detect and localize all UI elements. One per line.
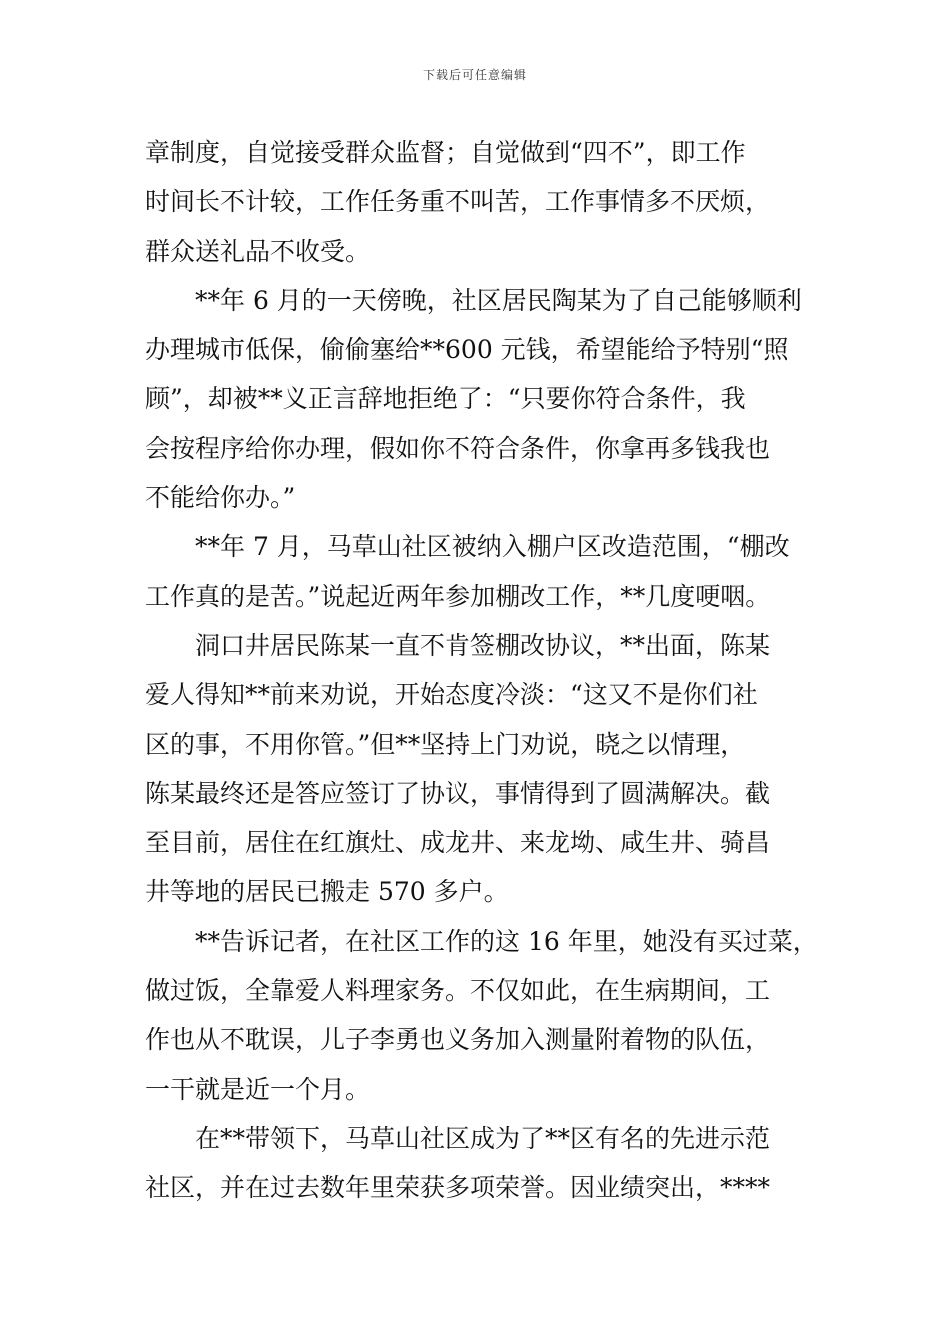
text-line: 至目前，居住在红旗灶、成龙井、来龙坳、咸生井、骑昌	[145, 828, 771, 858]
text-line: 爱人得知**前来劝说，开始态度冷淡：“这又不是你们社	[145, 680, 758, 710]
text-line: **年 7 月，马草山社区被纳入棚户区改造范围，“棚改	[195, 532, 790, 562]
text-line: 社区，并在过去数年里荣获多项荣誉。因业绩突出，****	[145, 1173, 771, 1203]
text-line: **告诉记者，在社区工作的这 16 年里，她没有买过菜，	[195, 926, 818, 956]
text-line: 做过饭，全靠爱人料理家务。不仅如此，在生病期间，工	[145, 976, 771, 1006]
text-line: 在**带领下，马草山社区成为了**区有名的先进示范	[195, 1123, 771, 1153]
text-line: 作也从不耽误，儿子李勇也义务加入测量附着物的队伍，	[145, 1025, 771, 1055]
text-line: 洞口井居民陈某一直不肯签棚改协议，**出面，陈某	[195, 630, 771, 660]
text-line: 不能给你办。”	[145, 483, 296, 513]
text-line: 区的事，不用你管。”但**坚持上门劝说，晓之以情理，	[145, 729, 746, 759]
text-line: 井等地的居民已搬走 570 多户。	[145, 877, 509, 907]
text-line: 群众送礼品不收受。	[145, 236, 371, 266]
document-body	[145, 128, 818, 1213]
page-header: 下载后可任意编辑	[422, 68, 527, 82]
text-line: 会按程序给你办理，假如你不符合条件，你拿再多钱我也	[145, 433, 771, 463]
text-line: 工作真的是苦。”说起近两年参加棚改工作，**几度哽咽。	[145, 581, 771, 611]
text-line: 陈某最终还是答应签订了协议，事情得到了圆满解决。截	[145, 778, 771, 808]
text-line: 章制度，自觉接受群众监督；自觉做到“四不”，即工作	[145, 138, 746, 167]
text-line: **年 6 月的一天傍晚，社区居民陶某为了自己能够顺利	[195, 285, 802, 315]
text-line: 时间长不计较，工作任务重不叫苦，工作事情多不厌烦，	[145, 187, 771, 217]
text-line: 办理城市低保，偷偷塞给**600 元钱，希望能给予特别“照	[145, 335, 789, 365]
text-line: 顾”，却被**义正言辞地拒绝了：“只要你符合条件，我	[145, 384, 746, 414]
text-line: 一干就是近一个月。	[145, 1074, 371, 1104]
